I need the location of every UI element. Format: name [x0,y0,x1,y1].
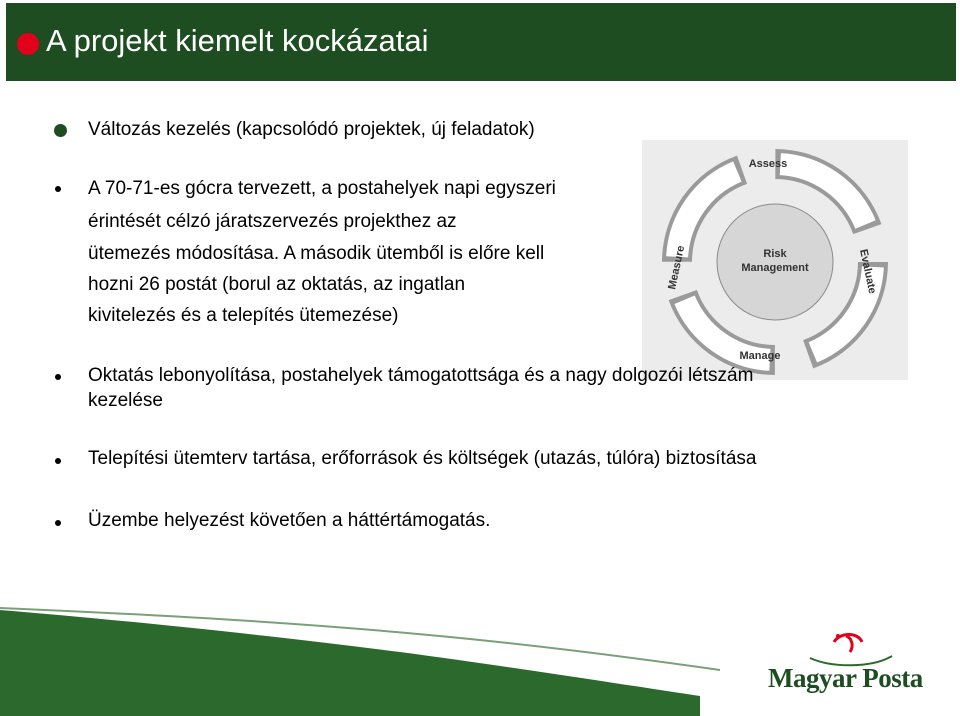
bullet-schedule-line1: A 70-71-es gócra tervezett, a postahelyek napi egyszeri [88,178,556,199]
bullet-change-management: Változás kezelés (kapcsolódó projektek, új feladatok) [88,119,535,140]
green-bullet-icon [54,124,67,137]
center-label-line1: Risk [763,248,787,260]
bullet-training-line1: Oktatás lebonyolítása, postahelyek támogatottsága és a nagy dolgozói létszám [88,365,754,386]
red-bullet-icon [17,33,39,55]
bullet-dot-icon [55,520,61,526]
bullet-schedule-line5: kivitelezés és a telepítés ütemezése) [88,305,399,326]
wave-shape [0,610,700,716]
center-label-line2: Management [741,262,809,274]
page-title: A projekt kiemelt kockázatai [46,23,429,58]
bullet-dot-icon [55,458,61,464]
manage-label: Manage [739,350,781,362]
logo-text: Magyar Posta [768,663,923,693]
bullet-support: Üzembe helyezést követően a háttértámogatás. [88,510,491,531]
logo-dot [836,634,840,638]
bullet-schedule-line4: hozni 26 postát (borul az oktatás, az ingatlan [88,274,466,295]
bullet-training-line2: kezelése [88,390,163,411]
bullet-installation-schedule: Telepítési ütemterv tartása, erőforrások és költségek (utazás, túlóra) biztosítása [88,448,757,469]
bullet-dot-icon [55,374,61,380]
bullet-schedule-line3: ütemezés módosítása. A második ütemből is előre kell [88,243,545,264]
measure-label: Measure [666,244,688,291]
bullet-schedule-line2: érintését célzó járatszervezés projekthez az [88,211,457,232]
risk-management-cycle-diagram [642,140,908,380]
title-bar [6,3,956,81]
logo-horn-curve [846,636,852,652]
evaluate-label: Evaluate [857,248,879,295]
assess-label: Assess [748,158,788,170]
bullet-dot-icon [55,186,61,192]
